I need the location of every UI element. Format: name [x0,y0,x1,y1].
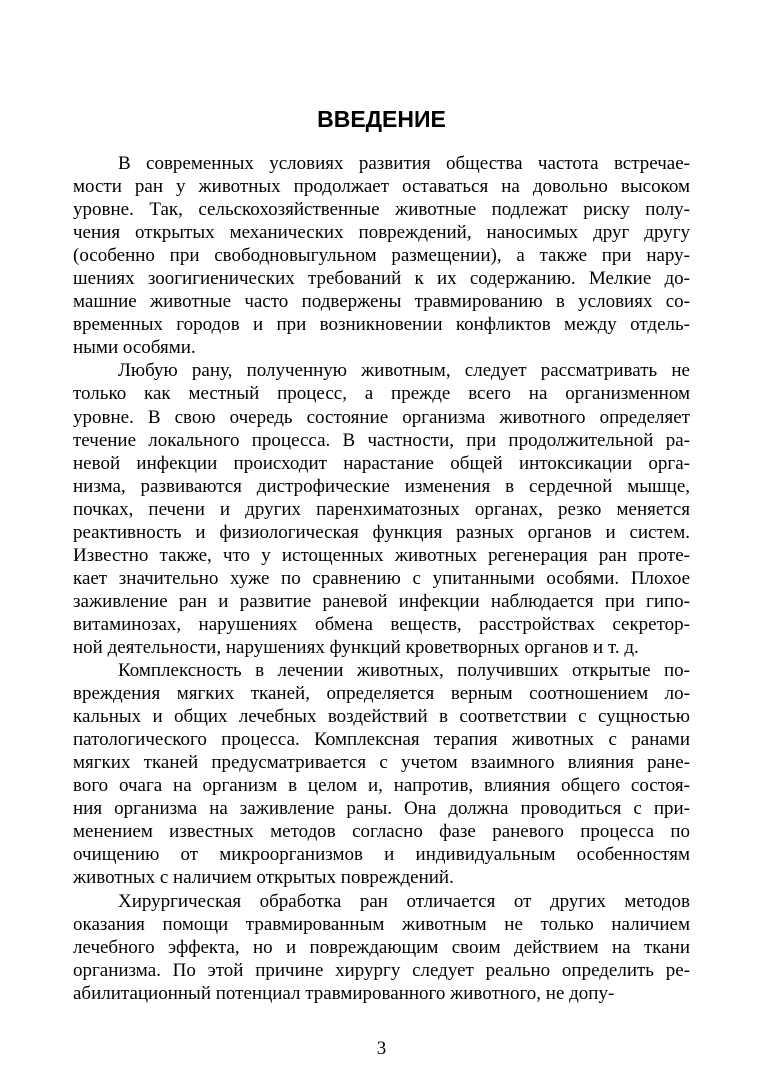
text-line: почках, печени и других паренхиматозных органах, резко меняется [73,498,690,520]
text-line: витаминозах, нарушениях обмена веществ, расстройствах секретор- [73,613,690,635]
text-line: животных с наличием открытых повреждений. [73,867,454,889]
text-line: мости ран у животных продолжает оставаться на довольно высоком [73,176,690,198]
text-line: заживление ран и развитие раневой инфекции наблюдается при гипо- [73,590,690,612]
paragraph [73,659,690,889]
text-line: временных городов и при возникновении конфликтов между отдель- [73,314,690,336]
text-line: организма. По этой причине хирургу следует реально определить ре- [73,959,690,981]
text-line: (особенно при свободновыгульном размещении), а также при нару- [73,245,690,267]
text-line: Любую рану, полученную животным, следует рассматривать не [118,360,690,382]
page-number: 3 [376,1038,387,1059]
text-line: менением известных методов согласно фазе раневого процесса по [73,821,690,843]
text-line: абилитационный потенциал травмированного животного, не допу- [73,982,615,1004]
text-line: реактивность и физиологическая функция разных органов и систем. [73,521,690,543]
text-line: В современных условиях развития общества частота встречае- [118,153,690,174]
paragraph [73,152,690,359]
text-line: ной деятельности, нарушениях функций кроветворных органов и т. д. [73,636,639,658]
text-line: мягких тканей предусматривается с учетом взаимного влияния ране- [73,752,690,774]
text-line: уровне. Так, сельскохозяйственные животные подлежат риску полу- [73,199,690,221]
text-line: кает значительно хуже по сравнению с упитанными особями. Плохое [73,567,690,589]
paragraph [73,890,690,1005]
text-line: невой инфекции происходит нарастание общей интоксикации орга- [73,452,690,474]
text-line: низма, развиваются дистрофические изменения в сердечной мышце, [73,475,690,497]
text-line: ными особями. [73,337,196,359]
text-line: уровне. В свою очередь состояние организма животного определяет [73,406,690,428]
text-line: Комплексность в лечении животных, получивших открытые по- [118,660,690,682]
text-line: вреждения мягких тканей, определяется верным соотношением ло- [73,683,690,705]
page-title: ВВЕДЕНИЕ [317,106,446,132]
text-line: машние животные часто подвержены травмированию в условиях со- [73,291,690,313]
text-line: патологического процесса. Комплексная терапия животных с ранами [73,729,690,751]
text-line: шениях зоогигиенических требований к их содержанию. Мелкие до- [73,268,690,290]
text-line: Хирургическая обработка ран отличается от других методов [118,890,690,912]
text-line: кальных и общих лечебных воздействий в соответствии с сущностью [73,706,690,728]
text-line: только как местный процесс, а прежде всего на организменном [73,383,690,405]
text-line: очищению от микроорганизмов и индивидуальным особенностям [73,844,690,866]
text-line: лечебного эффекта, но и повреждающим своим действием на ткани [73,936,690,958]
paragraph [73,359,690,659]
text-line: чения открытых механических повреждений, наносимых друг другу [73,222,690,244]
text-line: оказания помощи травмированным животным не только наличием [73,913,690,935]
text-line: Известно также, что у истощенных животных регенерация ран проте- [73,544,690,566]
text-line: ния организма на заживление раны. Она должна проводиться с при- [73,798,690,820]
text-line: вого очага на организм в целом и, напротив, влияния общего состоя- [73,775,690,797]
text-line: течение локального процесса. В частности, при продолжительной ра- [73,429,690,451]
body-text [73,152,690,1005]
